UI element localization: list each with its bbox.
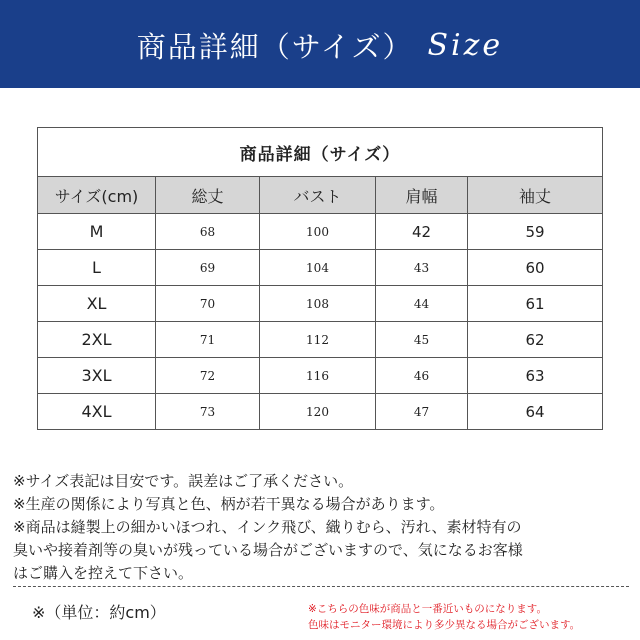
- shoulder-value: 42: [376, 214, 468, 250]
- shoulder-value: 44: [376, 286, 468, 322]
- length-value: 71: [156, 322, 260, 358]
- color-note-line: 色味はモニター環境により多少異なる場合がございます。: [308, 619, 581, 631]
- notes-section: [13, 470, 633, 585]
- size-label: L: [38, 250, 156, 286]
- bust-value: 104: [260, 250, 376, 286]
- length-value: 70: [156, 286, 260, 322]
- table-row: [38, 394, 603, 430]
- note-line: ※サイズ表記は目安です。誤差はご了承ください。: [13, 472, 354, 490]
- length-value: 68: [156, 214, 260, 250]
- shoulder-value: 45: [376, 322, 468, 358]
- shoulder-value: 46: [376, 358, 468, 394]
- table-row: [38, 358, 603, 394]
- length-value: 73: [156, 394, 260, 430]
- column-header-sleeve: 袖丈: [468, 177, 603, 214]
- sleeve-value: 62: [468, 322, 603, 358]
- table-row: [38, 322, 603, 358]
- color-note: [308, 601, 580, 633]
- size-table: [37, 127, 603, 430]
- table-caption-row: [38, 128, 603, 177]
- banner-script-text: Size: [427, 27, 504, 63]
- bust-value: 116: [260, 358, 376, 394]
- table-header-row: [38, 177, 603, 214]
- size-label: 4XL: [38, 394, 156, 430]
- sleeve-value: 64: [468, 394, 603, 430]
- size-label: XL: [38, 286, 156, 322]
- bust-value: 112: [260, 322, 376, 358]
- table-row: [38, 214, 603, 250]
- size-label: M: [38, 214, 156, 250]
- sleeve-value: 63: [468, 358, 603, 394]
- size-label: 3XL: [38, 358, 156, 394]
- banner-title: 商品詳細（サイズ）: [136, 29, 414, 64]
- dashed-divider: [13, 586, 629, 587]
- header-banner: [0, 0, 640, 88]
- column-header-bust: バスト: [260, 177, 376, 214]
- length-value: 72: [156, 358, 260, 394]
- bust-value: 108: [260, 286, 376, 322]
- shoulder-value: 43: [376, 250, 468, 286]
- note-line: ※生産の関係により写真と色、柄が若干異なる場合があります。: [13, 495, 445, 513]
- banner-content: [0, 18, 640, 72]
- length-value: 69: [156, 250, 260, 286]
- shoulder-value: 47: [376, 394, 468, 430]
- table-caption: 商品詳細（サイズ）: [38, 128, 603, 177]
- table-row: [38, 286, 603, 322]
- sleeve-value: 60: [468, 250, 603, 286]
- sleeve-value: 61: [468, 286, 603, 322]
- bust-value: 100: [260, 214, 376, 250]
- sleeve-value: 59: [468, 214, 603, 250]
- bust-value: 120: [260, 394, 376, 430]
- note-line: ※商品は縫製上の細かいほつれ、インク飛び、織りむら、汚れ、素材特有の: [13, 518, 522, 536]
- table-row: [38, 250, 603, 286]
- column-header-shoulder: 肩幅: [376, 177, 468, 214]
- column-header-length: 総丈: [156, 177, 260, 214]
- note-line: はご購入を控えて下さい。: [13, 564, 194, 582]
- note-line: 臭いや接着剤等の臭いが残っている場合がございますので、気になるお客様: [13, 541, 523, 559]
- column-header-size: サイズ(cm): [38, 177, 156, 214]
- size-label: 2XL: [38, 322, 156, 358]
- unit-label: ※（単位：約cm）: [32, 603, 166, 622]
- color-note-line: ※こちらの色味が商品と一番近いものになります。: [308, 603, 547, 615]
